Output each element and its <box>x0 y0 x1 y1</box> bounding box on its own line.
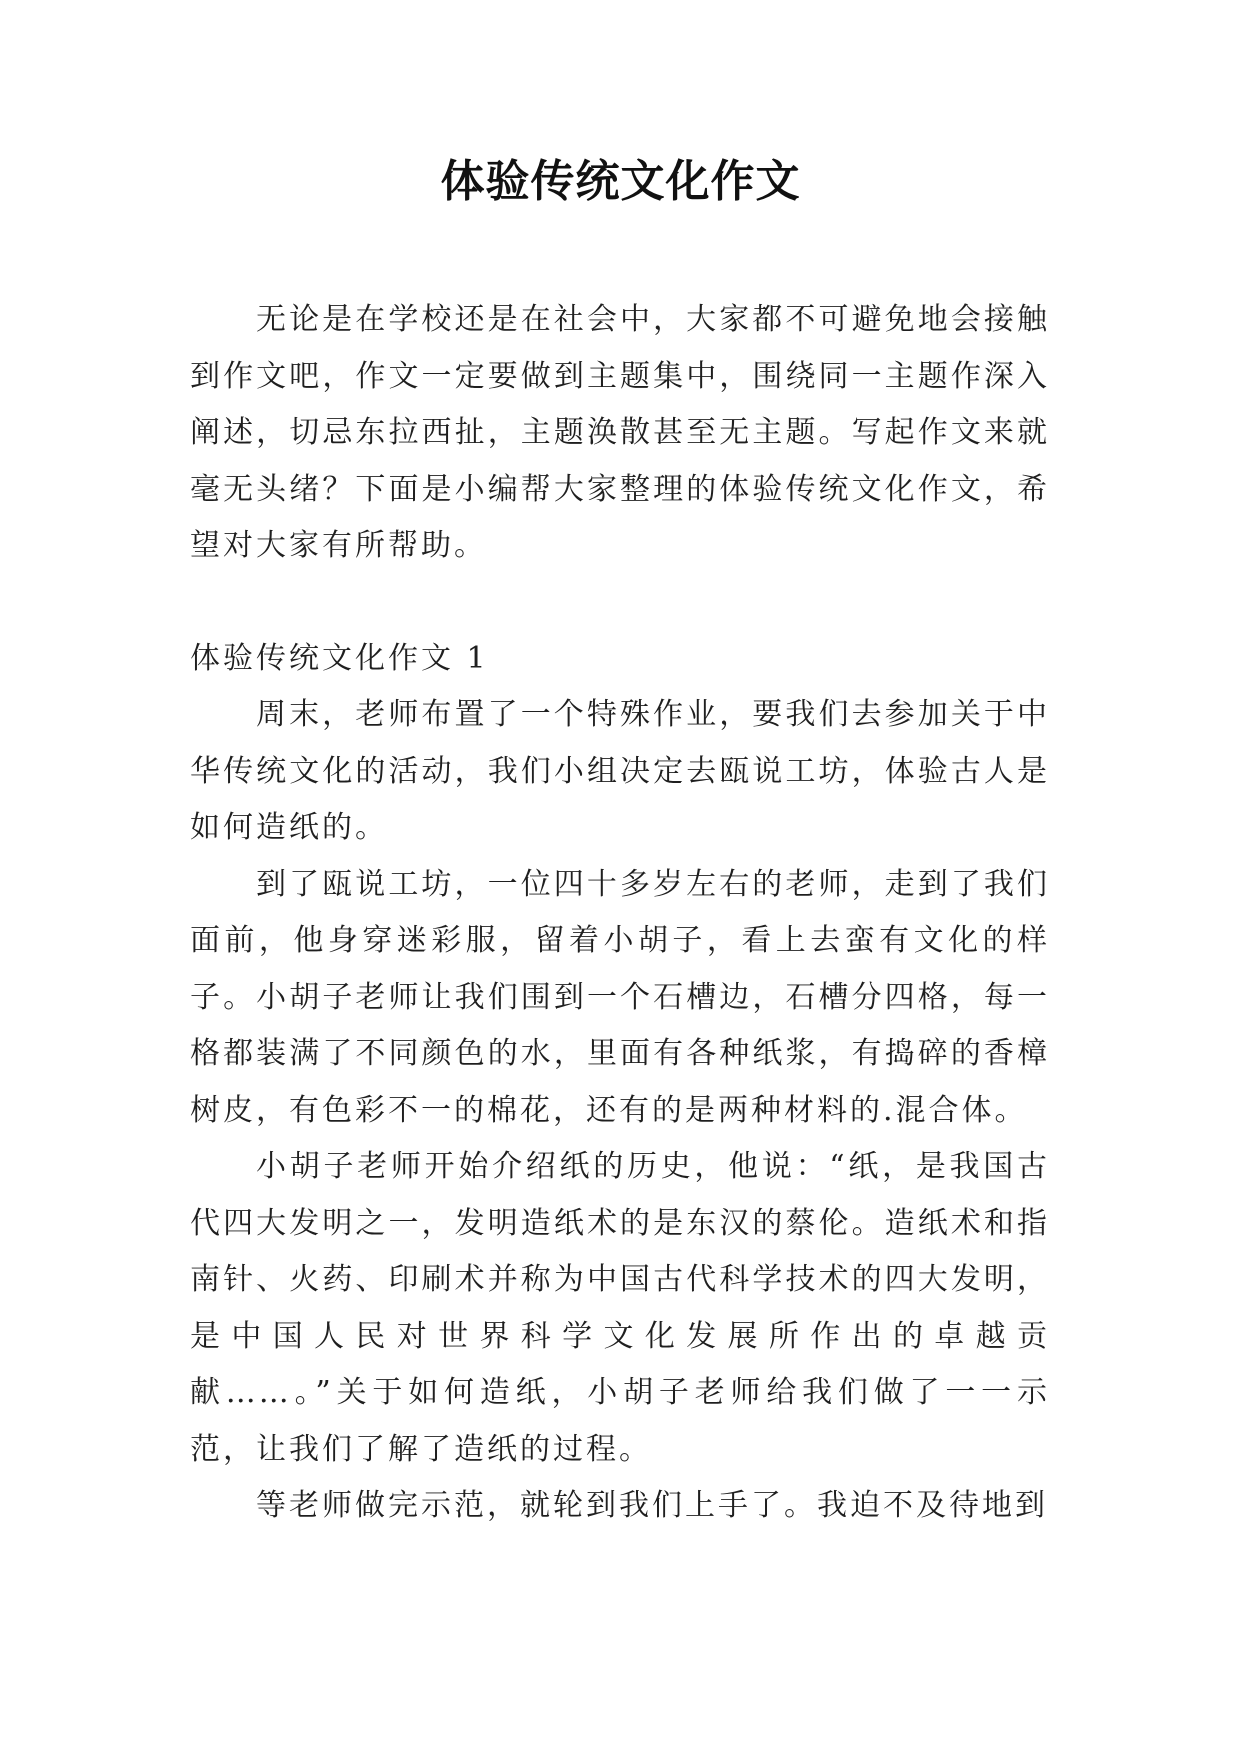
document-body <box>190 292 1050 1535</box>
intro-paragraph: 无论是在学校还是在社会中，大家都不可避免地会接触到作文吧，作文一定要做到主题集中，围绕同一主题作深入阐述，切忌东拉西扯，主题涣散甚至无主题。写起作文来就毫无头绪？下面是小编帮大家整理的体验传统文化作文，希望对大家有所帮助。 <box>190 302 1050 563</box>
body-paragraph-3: 小胡子老师开始介绍纸的历史，他说：“纸，是我国古代四大发明之一，发明造纸术的是东汉的蔡伦。造纸术和指南针、火药、印刷术并称为中国古代科学技术的四大发明，是中国人民对世界科学文化发展所作出的卓越贡献……。”关于如何造纸，小胡子老师给我们做了一一示范，让我们了解了造纸的过程。 <box>190 1149 1050 1467</box>
body-paragraph-2: 到了瓯说工坊，一位四十多岁左右的老师，走到了我们面前，他身穿迷彩服，留着小胡子，看上去蛮有文化的样子。小胡子老师让我们围到一个石槽边，石槽分四格，每一格都装满了不同颜色的水，里面有各种纸浆，有捣碎的香樟树皮，有色彩不一的棉花，还有的是两种材料的.混合体。 <box>190 866 1050 1128</box>
section-heading: 体验传统文化作文 1 <box>190 640 489 676</box>
body-paragraph-4: 等老师做完示范，就轮到我们上手了。我迫不及待地到 <box>256 1488 1048 1523</box>
document-title: 体验传统文化作文 <box>440 156 801 207</box>
section-spacer <box>190 575 1050 631</box>
body-paragraph-1: 周末，老师布置了一个特殊作业，要我们去参加关于中华传统文化的活动，我们小组决定去瓯说工坊，体验古人是如何造纸的。 <box>190 697 1050 845</box>
